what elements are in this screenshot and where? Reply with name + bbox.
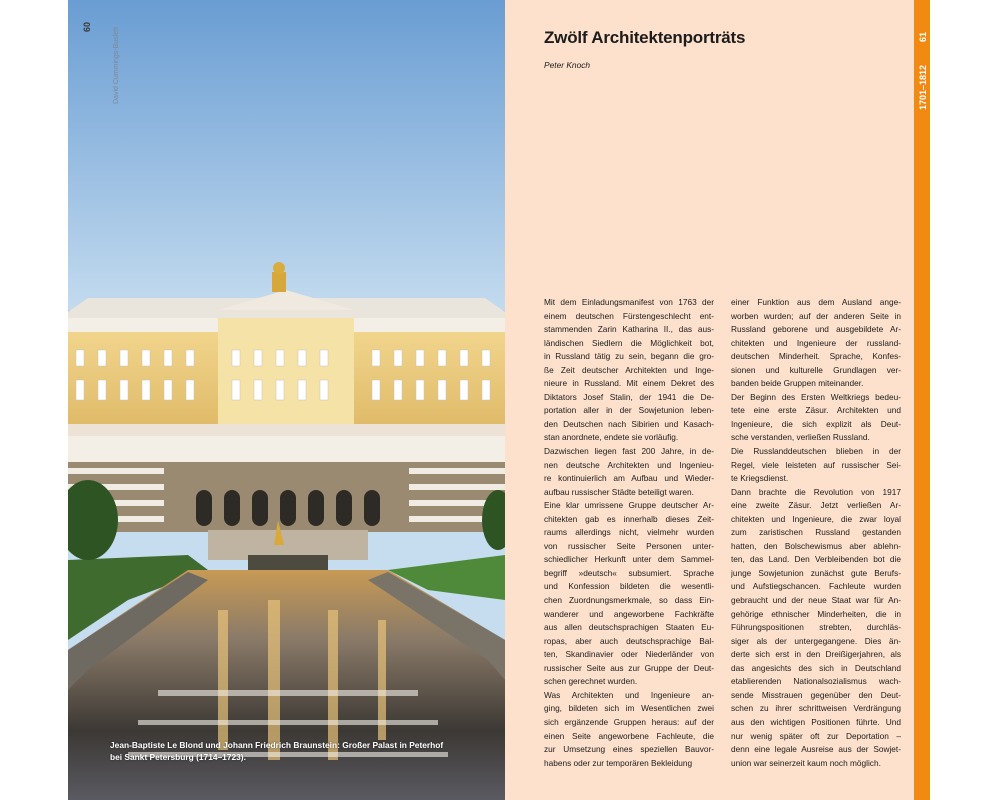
body-text-line: chitekten und Ingenieure der russland-	[731, 337, 901, 348]
body-text-line: nieure in Russland. Mit einem Dekret des	[544, 378, 714, 389]
body-text-line: Ingenieure, die sich explizit als Deut-	[731, 418, 901, 429]
body-text-line: habens oder zur temporären Bekleidung	[544, 757, 693, 768]
body-text-line: hatten, den Bolschewismus aber ablehn-	[731, 540, 901, 551]
body-text-line: russischer Seite aus zur Gruppe der Deut-	[544, 662, 714, 673]
body-text-line: Dazwischen liegen fast 200 Jahre, in de-	[544, 446, 714, 457]
body-text-line: in Russland tätig zu sein, begann die gro-	[544, 351, 714, 362]
body-text-line: tete eine erste Zäsur. Architekten und	[731, 405, 901, 416]
body-text-line: chitekten gab es innerhalb dieses Zeit-	[544, 513, 714, 524]
running-head-author: David Cummings-Buslett	[113, 26, 120, 104]
article-title: Zwölf Architektenporträts	[544, 28, 746, 47]
body-text-line: raums allerdings nicht, vielmehr wurden	[544, 527, 714, 538]
body-text-line: Was Architekten und Ingenieure an-	[544, 689, 714, 700]
body-text-line: zum zaristischen Russland gestanden	[731, 527, 901, 538]
caption-line: Jean-Baptiste Le Blond und Johann Friedrich Braunstein: Großer Palast in Peterhof	[110, 740, 444, 750]
body-text-line: nen deutsche Architekten und Ingenieu-	[544, 459, 714, 470]
body-text-line: aus allen deutschsprachigen Staaten Eu-	[544, 622, 714, 633]
body-text-line: ging, bildeten sich im Wesentlichen zwei	[544, 703, 714, 714]
body-text-line: Diktators Josef Stalin, der 1941 die De-	[544, 391, 714, 402]
body-text-line: chitekten und Ingenieure, die zwar loyal	[731, 513, 901, 524]
body-text-line: derte sich erst in den Dreißigerjahren, als	[731, 649, 901, 660]
body-column-left	[544, 296, 714, 770]
body-text-line: wanderer und angeworbene Fachkräfte	[544, 608, 714, 619]
body-text-line: portation aller in der Sowjetunion leben-	[544, 405, 714, 416]
section-color-bar	[914, 0, 930, 800]
body-text-line: schiedlicher Herkunft unter dem Sammel-	[544, 554, 714, 565]
body-text-line: banden beide Gruppen miteinander.	[731, 378, 864, 389]
running-head-period: 1701–1812	[918, 64, 928, 110]
body-text-line: sche verstanden, verließen Russland.	[731, 432, 870, 443]
caption-line: bei Sankt Petersburg (1714–1723).	[110, 752, 246, 762]
body-text-line: Die Russlanddeutschen blieben in der	[731, 446, 901, 457]
left-page	[68, 0, 505, 800]
body-text-line: etablierenden Nationalsozialismus wach-	[731, 676, 901, 687]
body-text-line: schen gerechnet wurden.	[544, 676, 638, 687]
photo-caption	[110, 739, 490, 763]
page-number-left: 60	[82, 21, 92, 32]
body-text-line: einem deutschen Fürstengeschlecht ent-	[544, 310, 714, 321]
body-text-line: nur wenig später oft zur Deportation –	[731, 730, 901, 741]
body-text-line: worben wurden; auf der anderen Seite in	[731, 310, 901, 321]
body-text-line: Dann brachte die Revolution von 1917	[731, 486, 901, 497]
body-text-line: einer Funktion aus dem Ausland ange-	[731, 297, 901, 307]
body-text-line: und Aufstiegschancen. Fachleute wurden	[731, 581, 901, 592]
body-column-right	[731, 296, 901, 770]
body-text-line: Der Beginn des Ersten Weltkriegs bedeu-	[731, 391, 901, 402]
body-text-line: aufbau russischer Städte beteiligt waren.	[544, 486, 694, 497]
body-text-line: union war seinerzeit kaum noch möglich.	[731, 757, 881, 768]
body-text-line: stan anordnete, endete sie vorläufig.	[544, 432, 679, 443]
body-text-line: Mit dem Einladungsmanifest von 1763 der	[544, 297, 714, 307]
body-text-line: junge Sowjetunion zunächst gute Berufs-	[731, 567, 901, 578]
body-text-line: deutschen Minderheit. Sprache, Konfes-	[731, 351, 901, 362]
article-author: Peter Knoch	[544, 60, 591, 70]
body-text-line: Eine klar umrissene Gruppe deutscher Ar-	[544, 500, 714, 511]
body-text-line: sich ergänzende Gruppen heraus: auf der	[544, 716, 714, 727]
body-text-line: ten, Skandinavier oder Niederländer von	[544, 649, 714, 660]
body-text-line: siger als der untergegangene. Dies än-	[731, 635, 901, 646]
body-text-line: denn eine legale Ausreise aus der Sowjet-	[731, 744, 901, 755]
body-text-line: aus den wichtigen Positionen führte. Und	[731, 716, 901, 727]
body-text-line: Russland geborene und ausgebildete Ar-	[731, 324, 901, 335]
body-text-line: von russischer Seite Personen unter-	[544, 540, 714, 551]
body-text-line: schen zu ihrer schrittweisen Verdrängung	[731, 703, 901, 714]
body-text-line: das angesichts des sich in Deutschland	[731, 662, 901, 673]
page-number-right: 61	[918, 31, 928, 42]
body-text-line: begriff »deutsch« subsumiert. Sprache	[544, 567, 714, 578]
body-text-line: chen Zuordnungsmerkmale, so dass Ein-	[544, 595, 714, 606]
body-text-line: Regel, viele leisteten auf russischer Sei-	[731, 459, 901, 470]
body-text-line: sionen und kulturelle Grundlagen ver-	[731, 364, 901, 375]
body-text-line: ten, das Land. Den Verbleibenden bot die	[731, 554, 901, 565]
body-text-line: einen Seite angeworbene Fachleute, die	[544, 730, 714, 741]
body-text-line: ße Zeit deutscher Architekten und Inge-	[544, 364, 714, 375]
body-text-line: zur Umsetzung eines speziellen Bauvor-	[544, 744, 714, 755]
body-text-line: te Kriegsdienst.	[731, 473, 789, 484]
body-text-line: stammenden Zarin Katharina II., das aus-	[544, 324, 714, 335]
body-text-line: ländischen Siedlern die Möglichkeit bot,	[544, 337, 714, 348]
body-text-line: re kontinuierlich am Aufbau und Wieder-	[544, 473, 714, 484]
body-text-line: ropas, aber auch deutschsprachige Bal-	[544, 635, 714, 646]
body-text-line: gebraucht und der neue Staat war für An-	[731, 595, 901, 606]
body-text-line: den Deutschen nach Sibirien und Kasach-	[544, 418, 714, 429]
palace-photo	[68, 0, 505, 800]
body-text-line: und Konfession bildeten die wesentli-	[544, 581, 714, 592]
body-text-line: eine zweite Zäsur. Jetzt verließen Ar-	[731, 500, 901, 511]
body-text-line: sende Misstrauen gegenüber den Deut-	[731, 689, 901, 700]
body-text-line: gehörige ethnischer Minderheiten, die in	[731, 608, 901, 619]
body-text-line: Führungspositionen strebten, durchläs-	[731, 622, 901, 633]
